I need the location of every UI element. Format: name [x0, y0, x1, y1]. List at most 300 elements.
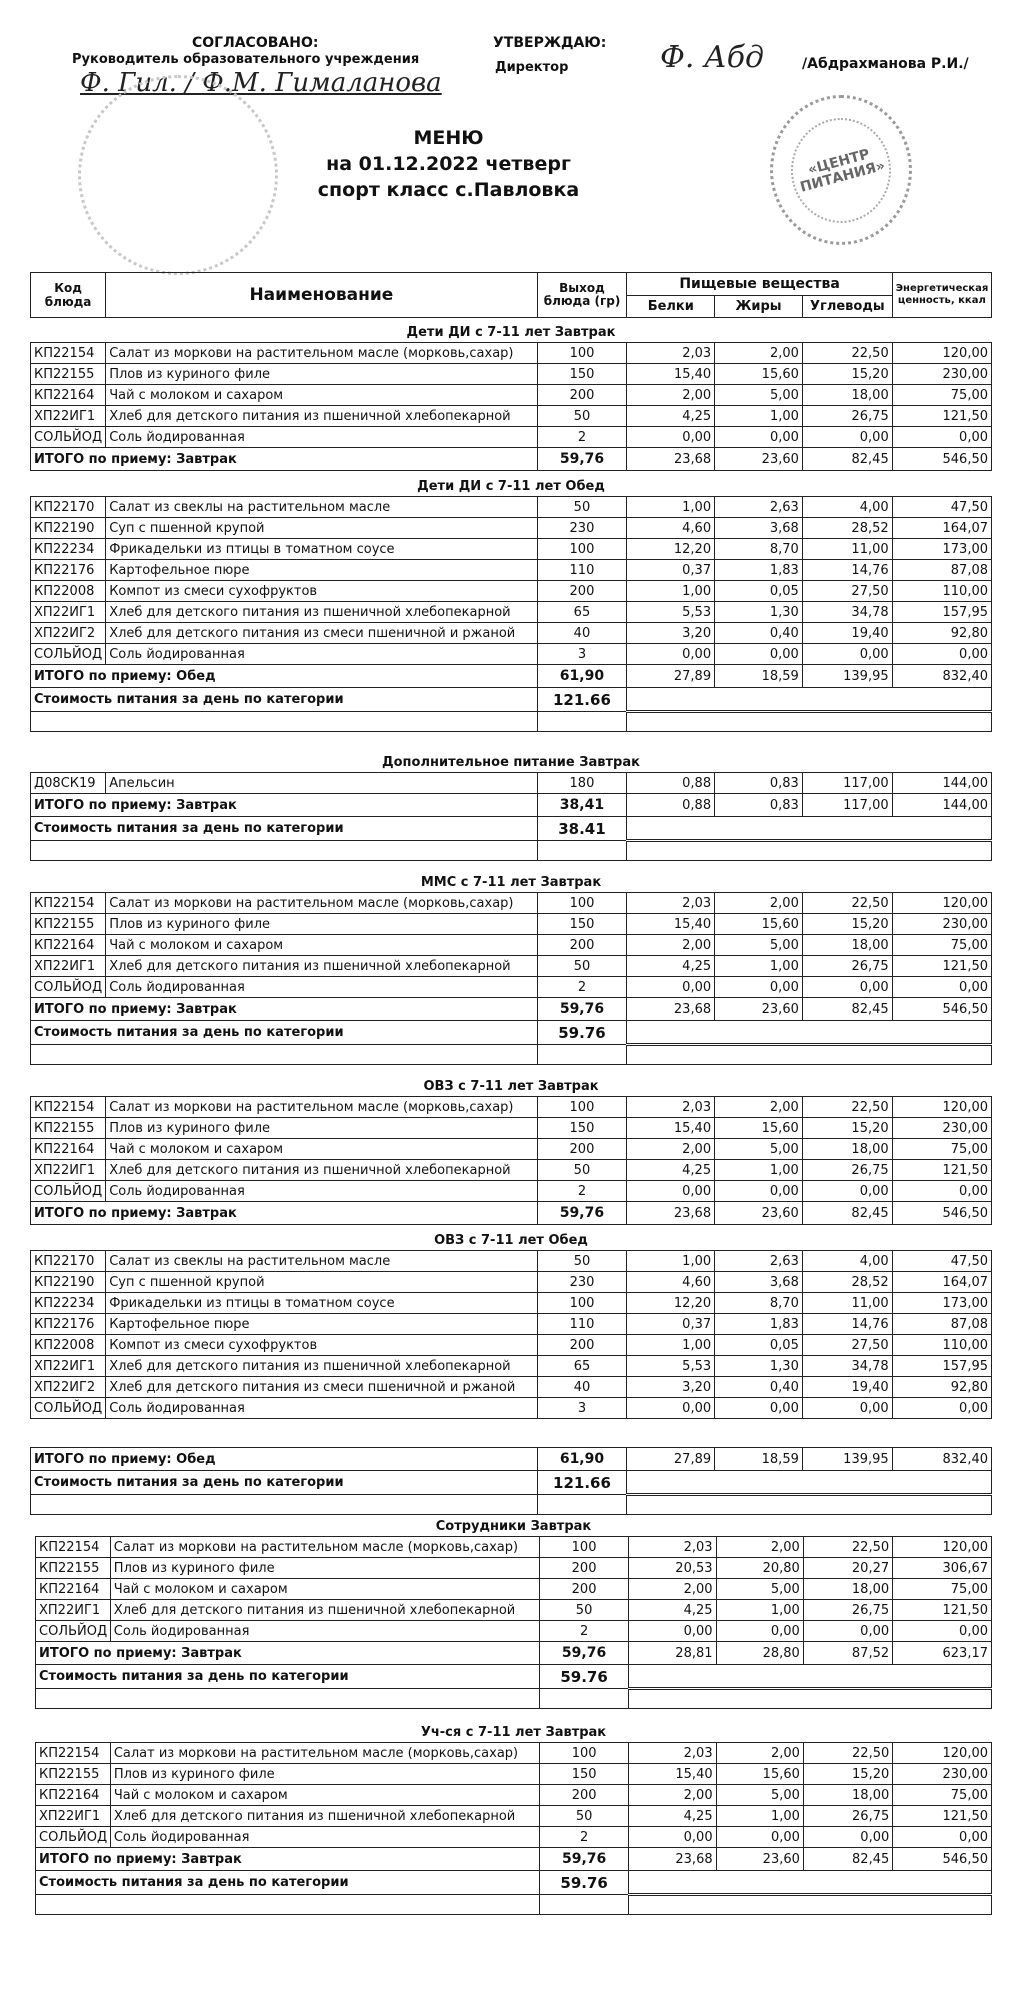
total-row [31, 1202, 992, 1225]
cell-code: СОЛЬЙОД [36, 1827, 111, 1848]
cell-yield: 100 [537, 1097, 627, 1118]
cell-carbs: 18,00 [803, 1785, 892, 1806]
cell-carbs: 28,52 [802, 1272, 892, 1293]
total-carbs: 87,52 [803, 1642, 892, 1665]
total-protein: 23,68 [627, 448, 715, 471]
cell-kcal: 121,50 [892, 1160, 991, 1181]
cell-yield: 150 [537, 914, 627, 935]
cell-carbs: 19,40 [802, 623, 892, 644]
cell-name: Салат из свеклы на растительном масле [106, 497, 537, 518]
cell-yield: 2 [539, 1827, 628, 1848]
cell-kcal: 75,00 [892, 935, 991, 956]
cell-name: Салат из моркови на растительном масле (морковь,сахар) [106, 343, 537, 364]
cell-kcal: 0,00 [892, 977, 991, 998]
cell-code: КП22234 [31, 539, 106, 560]
cell-carbs: 18,00 [803, 1579, 892, 1600]
table-row [31, 427, 992, 448]
cell-carbs: 26,75 [803, 1806, 892, 1827]
table-row [36, 1621, 992, 1642]
cell-code: КП22164 [31, 385, 106, 406]
cell-code: ХП22ИГ1 [36, 1600, 111, 1621]
cell-name: Салат из моркови на растительном масле (морковь,сахар) [110, 1537, 539, 1558]
cell-carbs: 15,20 [802, 364, 892, 385]
cell-protein: 4,25 [627, 1160, 715, 1181]
cell-fat: 0,00 [715, 1398, 803, 1419]
section-deti-obed [30, 476, 992, 732]
cell-fat: 0,00 [715, 977, 803, 998]
cell-name: Соль йодированная [106, 1398, 537, 1419]
cell-fat: 1,83 [715, 1314, 803, 1335]
cell-carbs: 26,75 [802, 956, 892, 977]
daily-cost-row [31, 1471, 992, 1495]
table-row [36, 1600, 992, 1621]
table-row [31, 1314, 992, 1335]
cell-protein: 20,53 [629, 1558, 716, 1579]
cell-name: Суп с пшенной крупой [106, 518, 537, 539]
agreed-signature: Ф. Гил. / Ф.М. Гималанова [80, 68, 442, 98]
cell-carbs: 15,20 [802, 914, 892, 935]
cell-protein: 2,03 [627, 893, 715, 914]
cell-name: Салат из моркови на растительном масле (морковь,сахар) [110, 1743, 539, 1764]
cell-yield: 50 [537, 1160, 627, 1181]
table-row [31, 406, 992, 427]
total-carbs: 117,00 [802, 794, 892, 817]
cell-protein: 2,00 [629, 1785, 716, 1806]
cell-yield: 200 [539, 1579, 628, 1600]
table-row [31, 518, 992, 539]
cell-fat: 0,05 [715, 581, 803, 602]
cell-fat: 1,83 [715, 560, 803, 581]
cell-code: КП22155 [31, 1118, 106, 1139]
header-protein: Белки [627, 295, 715, 318]
cell-kcal: 120,00 [893, 1743, 992, 1764]
cell-protein: 2,03 [627, 343, 715, 364]
cell-carbs: 27,50 [802, 1335, 892, 1356]
cell-name: Салат из моркови на растительном масле (морковь,сахар) [106, 1097, 537, 1118]
agreed-role: Руководитель образовательного учреждения [72, 52, 420, 67]
header-nutrients: Пищевые вещества [627, 273, 892, 296]
cell-code: СОЛЬЙОД [31, 1398, 106, 1419]
section-title: ММС с 7-11 лет Завтрак [420, 874, 602, 890]
total-cost: 59,76 [537, 998, 627, 1021]
total-row [31, 665, 992, 688]
cell-code: КП22155 [36, 1764, 111, 1785]
cell-kcal: 75,00 [892, 1139, 991, 1160]
cell-code: СОЛЬЙОД [36, 1621, 111, 1642]
cell-yield: 100 [537, 1293, 627, 1314]
cell-name: Салат из свеклы на растительном масле [106, 1251, 537, 1272]
total-row [36, 1642, 992, 1665]
cell-fat: 1,30 [715, 1356, 803, 1377]
cell-fat: 0,00 [715, 644, 803, 665]
cell-name: Хлеб для детского питания из пшеничной хлебопекарной [106, 956, 537, 977]
section-title: ОВЗ с 7-11 лет Обед [434, 1232, 588, 1248]
daily-cost-label: Стоимость питания за день по категории [31, 817, 538, 841]
cell-carbs: 0,00 [802, 977, 892, 998]
cell-carbs: 4,00 [802, 1251, 892, 1272]
cell-name: Соль йодированная [106, 427, 537, 448]
table-row [36, 1558, 992, 1579]
empty-row [31, 841, 992, 861]
daily-cost-value: 59.76 [539, 1871, 628, 1895]
table-row [31, 1251, 992, 1272]
cell-name: Плов из куриного филе [106, 364, 537, 385]
cell-name: Хлеб для детского питания из пшеничной хлебопекарной [110, 1806, 539, 1827]
cell-yield: 65 [537, 602, 627, 623]
total-protein: 23,68 [627, 998, 715, 1021]
cell-carbs: 11,00 [802, 1293, 892, 1314]
cell-protein: 2,00 [627, 385, 715, 406]
cell-fat: 15,60 [715, 364, 803, 385]
cell-code: ХП22ИГ1 [31, 956, 106, 977]
cell-kcal: 47,50 [892, 497, 991, 518]
cell-carbs: 26,75 [802, 406, 892, 427]
header-code: Код блюда [31, 273, 106, 318]
cell-carbs: 34,78 [802, 1356, 892, 1377]
cell-code: КП22164 [36, 1579, 111, 1600]
cell-kcal: 230,00 [893, 1764, 992, 1785]
cell-name: Плов из куриного филе [106, 1118, 537, 1139]
cell-yield: 180 [537, 773, 627, 794]
cell-code: КП22176 [31, 1314, 106, 1335]
section-deti-zavtrak [30, 322, 992, 471]
approve-label: УТВЕРЖДАЮ: [493, 35, 607, 51]
cell-carbs: 26,75 [803, 1600, 892, 1621]
table-row [31, 1293, 992, 1314]
cell-yield: 100 [539, 1743, 628, 1764]
title-menu: МЕНЮ [413, 127, 484, 149]
cell-kcal: 230,00 [892, 364, 991, 385]
total-fat: 23,60 [715, 998, 803, 1021]
empty-row [31, 1045, 992, 1065]
table-row [31, 364, 992, 385]
cell-fat: 5,00 [715, 1139, 803, 1160]
cell-kcal: 0,00 [892, 1398, 991, 1419]
cell-yield: 150 [539, 1764, 628, 1785]
section-ovz-obed [30, 1230, 992, 1515]
total-label: ИТОГО по приему: Завтрак [31, 1202, 538, 1225]
cell-protein: 0,00 [627, 644, 715, 665]
section-title: Уч-ся с 7-11 лет Завтрак [420, 1724, 607, 1740]
cell-protein: 15,40 [629, 1764, 716, 1785]
cell-protein: 0,00 [627, 1398, 715, 1419]
total-fat: 18,59 [715, 1448, 803, 1471]
cell-name: Хлеб для детского питания из пшеничной хлебопекарной [106, 1356, 537, 1377]
table-row [31, 1398, 992, 1419]
cell-carbs: 27,50 [802, 581, 892, 602]
daily-cost-value: 59.76 [537, 1021, 627, 1045]
cell-yield: 2 [537, 427, 627, 448]
cell-carbs: 15,20 [803, 1764, 892, 1785]
cell-name: Соль йодированная [106, 977, 537, 998]
cell-carbs: 22,50 [803, 1537, 892, 1558]
total-kcal: 144,00 [892, 794, 991, 817]
table-row [31, 497, 992, 518]
cell-kcal: 121,50 [893, 1600, 992, 1621]
table-row [31, 1118, 992, 1139]
cell-code: СОЛЬЙОД [31, 427, 106, 448]
cell-protein: 1,00 [627, 581, 715, 602]
total-carbs: 82,45 [802, 1202, 892, 1225]
cell-kcal: 92,80 [892, 623, 991, 644]
section-title: ОВЗ с 7-11 лет Завтрак [423, 1078, 599, 1094]
section-staff-zavtrak [35, 1516, 992, 1709]
cell-protein: 0,00 [629, 1621, 716, 1642]
daily-cost-value: 121.66 [537, 688, 627, 712]
total-row [31, 794, 992, 817]
cell-protein: 4,60 [627, 1272, 715, 1293]
cell-yield: 200 [539, 1558, 628, 1579]
cell-protein: 12,20 [627, 539, 715, 560]
header-energy: Энергетическая ценность, ккал [892, 273, 991, 318]
cell-yield: 40 [537, 1377, 627, 1398]
cell-protein: 0,37 [627, 1314, 715, 1335]
cell-code: СОЛЬЙОД [31, 1181, 106, 1202]
cell-protein: 1,00 [627, 1251, 715, 1272]
cell-name: Соль йодированная [106, 1181, 537, 1202]
cell-fat: 2,63 [715, 1251, 803, 1272]
cell-name: Хлеб для детского питания из пшеничной хлебопекарной [106, 602, 537, 623]
cell-carbs: 14,76 [802, 560, 892, 581]
cell-name: Плов из куриного филе [110, 1558, 539, 1579]
cell-protein: 0,00 [627, 977, 715, 998]
cell-protein: 0,37 [627, 560, 715, 581]
daily-cost-row [36, 1871, 992, 1895]
cell-fat: 0,00 [716, 1827, 803, 1848]
empty-row [31, 1495, 992, 1515]
cell-protein: 15,40 [627, 1118, 715, 1139]
cell-protein: 15,40 [627, 914, 715, 935]
table-row [31, 1356, 992, 1377]
cell-name: Картофельное пюре [106, 560, 537, 581]
daily-cost-value: 38.41 [537, 817, 627, 841]
cell-fat: 0,05 [715, 1335, 803, 1356]
total-fat: 23,60 [715, 1202, 803, 1225]
cell-protein: 3,20 [627, 623, 715, 644]
cell-fat: 2,00 [716, 1537, 803, 1558]
total-cost: 61,90 [537, 665, 627, 688]
cell-protein: 1,00 [627, 1335, 715, 1356]
cell-kcal: 120,00 [892, 893, 991, 914]
cell-name: Чай с молоком и сахаром [110, 1579, 539, 1600]
section-title: Сотрудники Завтрак [435, 1518, 592, 1534]
cell-kcal: 87,08 [892, 560, 991, 581]
total-kcal: 546,50 [892, 998, 991, 1021]
table-row [36, 1806, 992, 1827]
cell-carbs: 4,00 [802, 497, 892, 518]
daily-cost-label: Стоимость питания за день по категории [36, 1871, 540, 1895]
section-title: Дети ДИ с 7-11 лет Обед [417, 478, 605, 494]
total-protein: 27,89 [627, 665, 715, 688]
total-label: ИТОГО по приему: Завтрак [31, 448, 538, 471]
daily-cost-value: 121.66 [537, 1471, 627, 1495]
cell-kcal: 120,00 [892, 1097, 991, 1118]
total-label: ИТОГО по приему: Завтрак [36, 1848, 540, 1871]
cell-fat: 0,00 [716, 1621, 803, 1642]
cell-name: Фрикадельки из птицы в томатном соусе [106, 1293, 537, 1314]
cell-yield: 50 [537, 1251, 627, 1272]
cell-fat: 1,00 [715, 1160, 803, 1181]
cell-kcal: 120,00 [893, 1537, 992, 1558]
cell-code: КП22164 [36, 1785, 111, 1806]
total-kcal: 832,40 [892, 665, 991, 688]
cell-code: КП22155 [31, 914, 106, 935]
cell-carbs: 0,00 [802, 1181, 892, 1202]
cell-code: КП22155 [36, 1558, 111, 1579]
cell-protein: 2,03 [629, 1743, 716, 1764]
cell-carbs: 28,52 [802, 518, 892, 539]
total-fat: 18,59 [715, 665, 803, 688]
cell-kcal: 230,00 [892, 914, 991, 935]
total-carbs: 139,95 [802, 1448, 892, 1471]
daily-cost-row [36, 1665, 992, 1689]
cell-yield: 50 [539, 1600, 628, 1621]
daily-cost-label: Стоимость питания за день по категории [31, 1471, 538, 1495]
cell-code: КП22154 [36, 1537, 111, 1558]
daily-cost-row [31, 817, 992, 841]
cell-carbs: 0,00 [802, 644, 892, 665]
total-carbs: 82,45 [803, 1848, 892, 1871]
table-row [36, 1764, 992, 1785]
cell-fat: 15,60 [716, 1764, 803, 1785]
cell-carbs: 18,00 [802, 935, 892, 956]
empty-row [36, 1895, 992, 1915]
table-row [31, 935, 992, 956]
cell-kcal: 87,08 [892, 1314, 991, 1335]
daily-cost-value: 59.76 [539, 1665, 628, 1689]
cell-protein: 2,03 [627, 1097, 715, 1118]
table-row [31, 956, 992, 977]
cell-kcal: 0,00 [893, 1827, 992, 1848]
cell-yield: 230 [537, 518, 627, 539]
table-row [31, 581, 992, 602]
total-protein: 27,89 [627, 1448, 715, 1471]
agreed-label: СОГЛАСОВАНО: [192, 35, 319, 51]
cell-code: КП22170 [31, 1251, 106, 1272]
cell-carbs: 20,27 [803, 1558, 892, 1579]
table-row [31, 1335, 992, 1356]
cell-kcal: 0,00 [893, 1621, 992, 1642]
cell-kcal: 157,95 [892, 602, 991, 623]
cell-name: Плов из куриного филе [106, 914, 537, 935]
total-fat: 23,60 [715, 448, 803, 471]
cell-protein: 4,25 [629, 1600, 716, 1621]
cell-yield: 110 [537, 560, 627, 581]
table-row [31, 893, 992, 914]
cell-fat: 0,00 [715, 1181, 803, 1202]
cell-carbs: 0,00 [802, 1398, 892, 1419]
total-carbs: 139,95 [802, 665, 892, 688]
cell-name: Соль йодированная [110, 1827, 539, 1848]
cell-code: Д08СК19 [31, 773, 106, 794]
cell-fat: 1,00 [715, 406, 803, 427]
daily-cost-label: Стоимость питания за день по категории [31, 1021, 538, 1045]
cell-name: Соль йодированная [110, 1621, 539, 1642]
cell-yield: 150 [537, 1118, 627, 1139]
cell-yield: 3 [537, 1398, 627, 1419]
cell-carbs: 34,78 [802, 602, 892, 623]
cell-carbs: 22,50 [802, 893, 892, 914]
cell-yield: 3 [537, 644, 627, 665]
title-place: спорт класс с.Павловка [317, 179, 580, 201]
cell-kcal: 75,00 [893, 1579, 992, 1600]
cell-fat: 3,68 [715, 1272, 803, 1293]
cell-name: Апельсин [106, 773, 537, 794]
cell-code: КП22164 [31, 1139, 106, 1160]
cell-fat: 20,80 [716, 1558, 803, 1579]
cell-yield: 230 [537, 1272, 627, 1293]
cell-yield: 100 [537, 343, 627, 364]
cell-fat: 5,00 [716, 1579, 803, 1600]
cell-code: ХП22ИГ2 [31, 623, 106, 644]
cell-name: Соль йодированная [106, 644, 537, 665]
cell-yield: 200 [537, 1335, 627, 1356]
total-row [31, 998, 992, 1021]
total-cost: 59,76 [539, 1848, 628, 1871]
cell-code: ХП22ИГ1 [31, 1160, 106, 1181]
cell-code: КП22190 [31, 1272, 106, 1293]
cell-code: КП22154 [31, 1097, 106, 1118]
cell-code: КП22154 [31, 343, 106, 364]
table-row [31, 1272, 992, 1293]
cell-yield: 65 [537, 1356, 627, 1377]
cell-kcal: 0,00 [892, 427, 991, 448]
cell-fat: 8,70 [715, 1293, 803, 1314]
cell-yield: 200 [539, 1785, 628, 1806]
total-kcal: 832,40 [892, 1448, 991, 1471]
cell-yield: 40 [537, 623, 627, 644]
cell-code: КП22176 [31, 560, 106, 581]
cell-protein: 12,20 [627, 1293, 715, 1314]
cell-code: ХП22ИГ2 [31, 1377, 106, 1398]
cell-carbs: 22,50 [802, 1097, 892, 1118]
approve-role: Директор [495, 60, 569, 75]
total-label: ИТОГО по приему: Завтрак [31, 794, 538, 817]
cell-name: Хлеб для детского питания из пшеничной хлебопекарной [106, 406, 537, 427]
total-fat: 0,83 [715, 794, 803, 817]
cell-kcal: 0,00 [892, 1181, 991, 1202]
cell-kcal: 121,50 [893, 1806, 992, 1827]
table-row [36, 1827, 992, 1848]
table-row [31, 1377, 992, 1398]
cell-code: ХП22ИГ1 [31, 602, 106, 623]
total-cost: 61,90 [537, 1448, 627, 1471]
total-label: ИТОГО по приему: Завтрак [36, 1642, 540, 1665]
cell-protein: 2,00 [629, 1579, 716, 1600]
cell-kcal: 121,50 [892, 406, 991, 427]
cell-code: СОЛЬЙОД [31, 977, 106, 998]
section-mms-zavtrak [30, 872, 992, 1065]
cell-fat: 5,00 [715, 385, 803, 406]
cell-fat: 0,00 [715, 427, 803, 448]
cell-code: КП22170 [31, 497, 106, 518]
cell-kcal: 121,50 [892, 956, 991, 977]
cell-code: КП22154 [31, 893, 106, 914]
cell-code: КП22234 [31, 1293, 106, 1314]
table-row [31, 385, 992, 406]
cell-code: КП22190 [31, 518, 106, 539]
table-row [36, 1537, 992, 1558]
total-carbs: 82,45 [802, 448, 892, 471]
total-kcal: 546,50 [893, 1848, 992, 1871]
cell-fat: 2,63 [715, 497, 803, 518]
total-row [31, 1448, 992, 1471]
cell-protein: 4,60 [627, 518, 715, 539]
cell-kcal: 144,00 [892, 773, 991, 794]
cell-carbs: 117,00 [802, 773, 892, 794]
cell-carbs: 22,50 [803, 1743, 892, 1764]
cell-name: Фрикадельки из птицы в томатном соусе [106, 539, 537, 560]
